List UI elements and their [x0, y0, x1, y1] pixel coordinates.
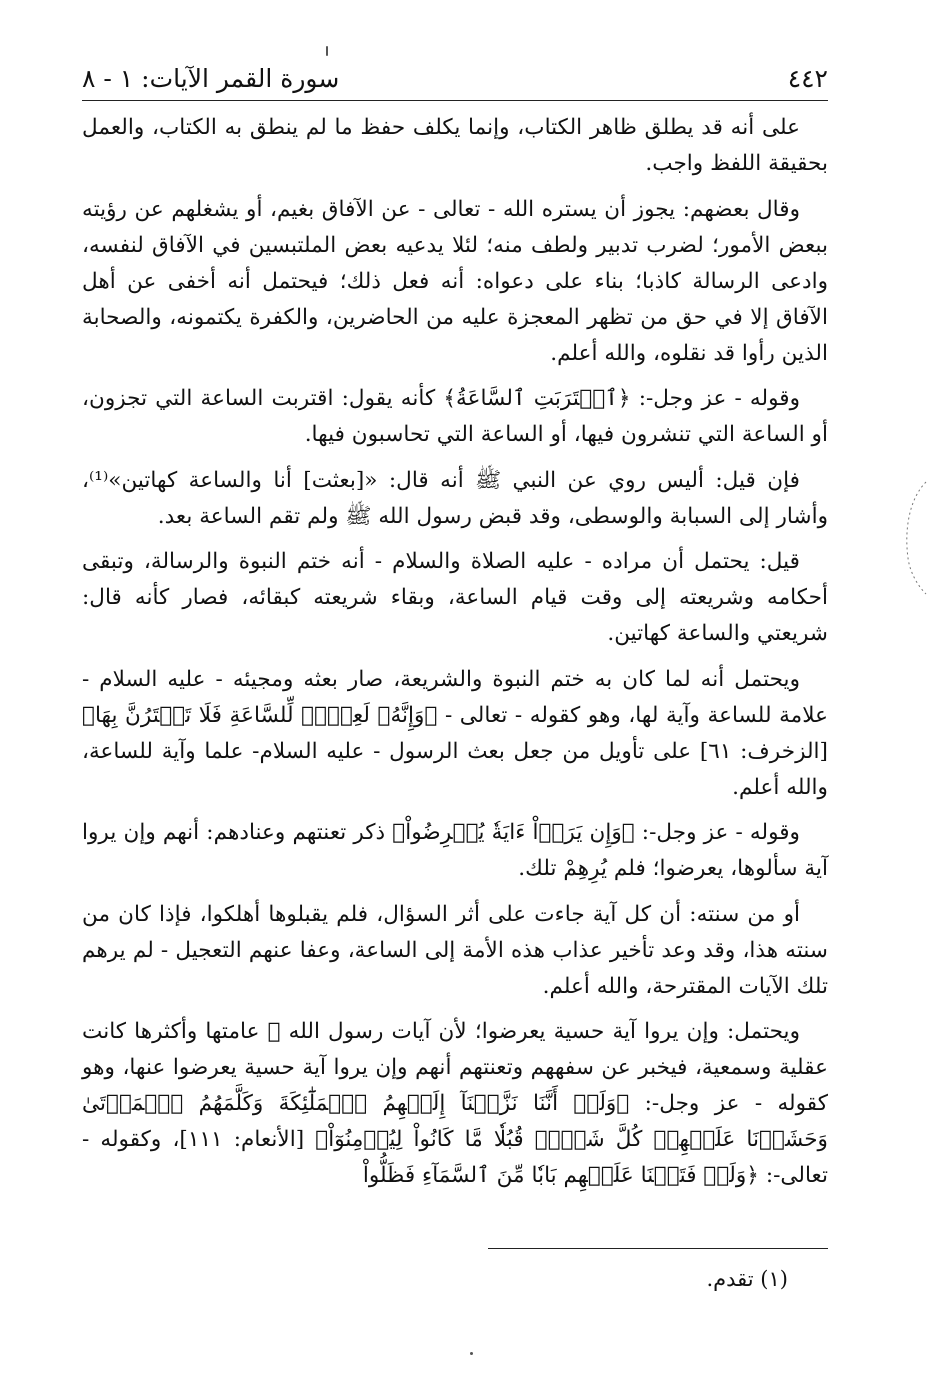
paragraph: وقوله - عز وجل-: ﴿ٱقۡتَرَبَتِ ٱلسَّاعَةُ﴾ كأنه يقول: اقتربت الساعة التي تجزون، أو الساعة التي تنشرون فيها، أو الساعة التي تحاسبون فيها. — [82, 386, 828, 447]
header-rule — [82, 100, 828, 101]
paragraph: أو من سنته: أن كل آية جاءت على أثر السؤال، فلم يقبلوها أهلكوا، فإذا كان من سنته هذا، وقد وعد تأخير عذاب هذه الأمة إلى الساعة، وعفا عنهم التعجيل - لم يرهم تلك الآيات المقترحة، والله أعلم. — [82, 901, 828, 999]
paragraph: وقوله - عز وجل-: ﴿وَإِن يَرَوۡاْ ءَايَةٗ يُعۡرِضُواْ﴾ ذكر تعنتهم وعنادهم: أنهم وإن يروا آية سألوها، يعرضوا؛ فلم يُرِهِمْ تلك. — [82, 820, 828, 881]
page-number: ٤٤٢ — [787, 64, 828, 93]
scan-speck — [470, 1352, 473, 1355]
scan-margin-mark — [900, 478, 930, 598]
scan-speck — [326, 46, 328, 56]
footnote-rule — [488, 1248, 828, 1249]
paragraph: على أنه قد يطلق ظاهر الكتاب، وإنما يكلف حفظ ما لم ينطق به الكتاب، والعمل بحقيقة اللفظ واجب. — [82, 115, 828, 176]
paragraph: ويحتمل أنه لما كان به ختم النبوة والشريعة، صار بعثه ومجيئه - عليه السلام - علامة للساعة وآية لها، وهو كقوله - تعالى - ﴿وَإِنَّهُۥ لَعِلۡمٞ لِّلسَّاعَةِ فَلَا تَمۡتَرُنَّ بِهَا﴾ [الزخرف: ٦١] على تأويل من جعل بعث الرسول - عليه السلام- علما وآية للساعة، والله أعلم. — [82, 666, 828, 800]
page-header — [82, 60, 828, 100]
running-head: سورة القمر الآيات: ١ - ٨ — [82, 64, 340, 93]
paragraph: وقال بعضهم: يجوز أن يستره الله - تعالى - عن الآفاق بغيم، أو يشغلهم عن رؤيته ببعض الأمور؛ لضرب تدبير ولطف منه؛ لئلا يدعيه بعض الملتبسين في الآفاق لنفسه، وادعى الرسالة كاذبا؛ بناء على دعواه: أنه فعل ذلك؛ فيحتمل أنه أخفى عن أهل الآفاق إلا في حق من تظهر المعجزة عليه من الحاضرين، والكفرة يكتمونه، والصحابة الذين رأوا قد نقلوه، والله أعلم. — [82, 196, 828, 366]
main-text — [82, 110, 828, 1204]
paragraph: فإن قيل: أليس روي عن النبي ﷺ أنه قال: «[بعثت] أنا والساعة كهاتين»⁽¹⁾، وأشار إلى السبابة والوسطى، وقد قبض رسول الله ﷺ ولم تقم الساعة بعد. — [82, 467, 828, 529]
footnote: (١) تقدم. — [706, 1267, 788, 1291]
paragraph: قيل: يحتمل أن مراده - عليه الصلاة والسلام - أنه ختم النبوة والرسالة، وتبقى أحكامه وشريعته إلى وقت قيام الساعة، وبقاء شريعته كبقائه، فصار كأنه قال: شريعتي والساعة كهاتين. — [82, 549, 828, 646]
paragraph: ويحتمل: وإن يروا آية حسية يعرضوا؛ لأن آيات رسول الله ﷺ عامتها وأكثرها كانت عقلية وسمعية، فيخبر عن سفههم وتعنتهم أنهم وإن يروا آية حسية يعرضوا عنها، وهو كقوله - عز وجل-: ﴿وَلَوۡ أَنَّنَا نَزَّلۡنَآ إِلَيۡهِمُ ٱلۡمَلَٰٓئِكَةَ وَكَلَّمَهُمُ ٱلۡمَوۡتَىٰ وَحَشَرۡنَا عَلَيۡهِمۡ كُلَّ شَيۡءٖ قُبُلٗا مَّا كَانُواْ لِيُؤۡمِنُوٓاْ﴾ [الأنعام: ١١١]، وكقوله - تعالى-: ﴿وَلَوۡ فَتَحۡنَا عَلَيۡهِم بَابٗا مِّنَ ٱلسَّمَآءِ فَظَلُّواْ — [82, 1019, 828, 1188]
